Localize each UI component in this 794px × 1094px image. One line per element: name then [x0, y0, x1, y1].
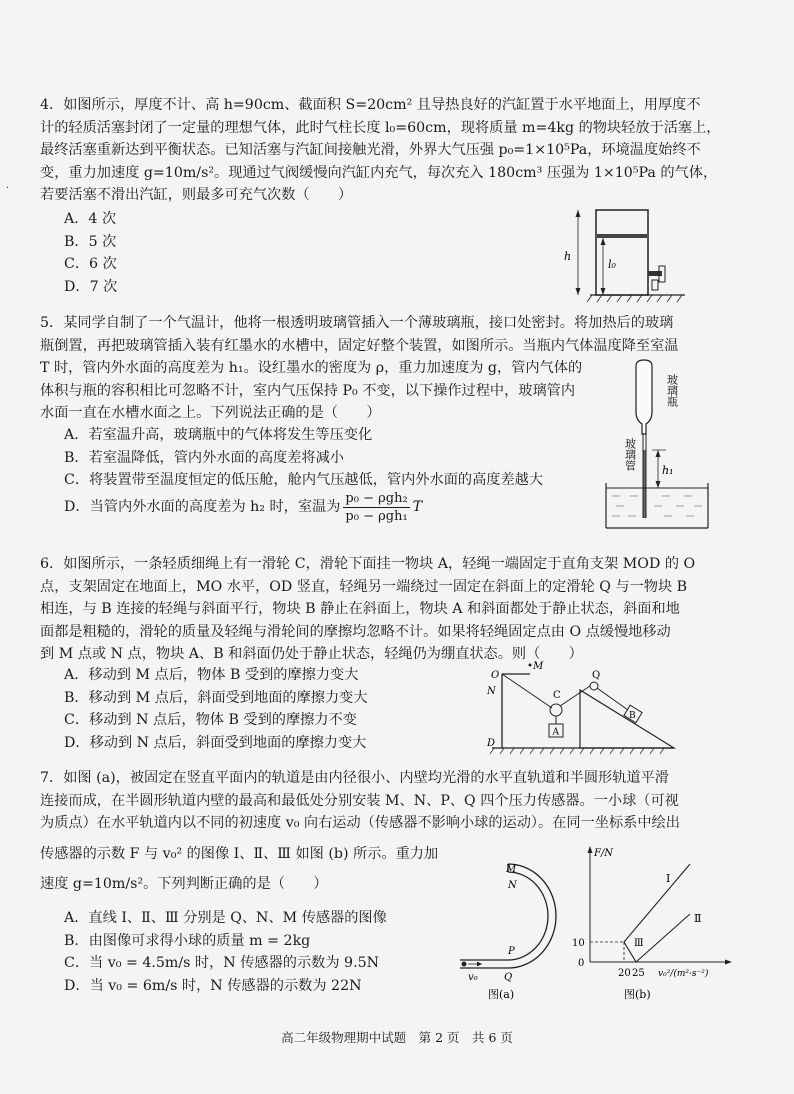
q7-line: 传感器的示数 F 与 v₀² 的图像 Ⅰ、Ⅱ、Ⅲ 如图 (b) 所示。重力加: [40, 845, 439, 862]
q5-formula-numerator: p₀ − ρgh₂: [345, 491, 408, 506]
q4-line: 4．如图所示，厚度不计、高 h=90cm、截面积 S=20cm² 且导热良好的汽缸置于水平地面上，用厚度不: [40, 97, 701, 113]
question-5-options: [64, 424, 543, 492]
q6-option-a[interactable]: A．移动到 M 点后，物体 B 受到的摩擦力变大: [64, 667, 359, 683]
q6-line: 相连，与 B 连接的轻绳与斜面平行，物块 B 静止在斜面上，物块 A 和斜面都处于静止状态，斜面和地: [40, 601, 680, 618]
q6-label-a: A: [552, 727, 559, 738]
q6-label-n: N: [487, 686, 496, 697]
margin-dot: ·: [6, 183, 10, 194]
q4-line: 计的轻质活塞封闭了一定量的理想气体，此时气柱长度 l₀=60cm，现将质量 m=4kg 的物块轻放于活塞上，: [40, 119, 721, 136]
q4-option-d[interactable]: D．7 次: [64, 278, 118, 295]
q4-label-l0: l₀: [608, 258, 616, 271]
question-6-options: [64, 664, 368, 754]
q5-option-b[interactable]: B．若室温降低，管内外水面的高度差将减小: [64, 449, 344, 466]
q4-option-c[interactable]: C．6 次: [64, 256, 117, 273]
q7-b-line-i: [624, 864, 690, 942]
page-footer: 高二年级物理期中试题 第 2 页 共 6 页: [281, 1030, 513, 1045]
q7-option-d[interactable]: D．当 v₀ = 6m/s 时，N 传感器的示数为 22N: [64, 977, 362, 994]
q7-b-tick-y10: 10: [572, 938, 585, 949]
q6-line: 面都是粗糙的，滑轮的质量及轻绳与滑轮间的摩擦均忽略不计。如果将轻绳固定点由 O 点缓慢地移动: [40, 623, 671, 640]
q6-line: 6．如图所示，一条轻质细绳上有一滑轮 C，滑轮下面挂一物块 A，轻绳一端固定于直角支架 MOD 的 O: [40, 556, 696, 572]
q7-b-label-i: Ⅰ: [666, 872, 671, 885]
q6-option-b[interactable]: B．移动到 M 点后，斜面受到地面的摩擦力变大: [64, 689, 368, 706]
q7-b-label-ii: Ⅱ: [694, 912, 702, 925]
question-7-options: [64, 907, 387, 997]
question-4-options: [64, 208, 117, 298]
q4-line: 最终活塞重新达到平衡状态。已知活塞与汽缸间接触光滑，外界大气压强 p₀=1×10⁵Pa，环境温度始终不: [40, 142, 701, 159]
q5-line: 水面一直在水槽水面之上。下列说法正确的是（ ）: [40, 405, 381, 422]
q7-b-ylabel: F/N: [594, 848, 614, 859]
q6-pulley-figure: [478, 660, 678, 758]
q5-option-c[interactable]: C．将装置带至温度恒定的低压舱，舱内气压越低，管内外水面的高度差越大: [64, 472, 544, 489]
q5-formula: [343, 490, 409, 525]
q4-cylinder-figure: [560, 200, 690, 304]
q7-line: 为质点）在水平轨道内以不同的初速度 v₀ 向右运动（传感器不影响小球的运动）。在同一坐标系中绘出: [40, 815, 680, 832]
q7-b-tick-x20: 20: [618, 968, 631, 979]
q6-option-c[interactable]: C．移动到 N 点后，物体 B 受到的摩擦力不变: [64, 712, 357, 729]
q6-label-c: C: [553, 690, 561, 701]
q5-line: 5．某同学自制了一个气温计，他将一根透明玻璃管插入一个薄玻璃瓶，接口处密封。将加热后的玻璃: [40, 315, 674, 331]
q5-line: T 时，管内外水面的高度差为 h₁。设红墨水的密度为 ρ，重力加速度为 g，管内气体的: [40, 360, 583, 377]
q7-figure-b-graph: [570, 842, 735, 1018]
q5-formula-tail: T: [412, 499, 423, 516]
q7-b-tick-x25: 25: [632, 968, 645, 979]
q7-option-b[interactable]: B．由图像可求得小球的质量 m = 2kg: [64, 932, 311, 949]
q4-line: 变，重力加速度 g=10m/s²。现通过气阀缓慢向汽缸内充气，每次充入 180cm³ 压强为 1×10⁵Pa 的气体，: [40, 164, 718, 181]
q5-option-d[interactable]: [64, 490, 422, 525]
q6-option-d[interactable]: D．移动到 N 点后，斜面受到地面的摩擦力变大: [64, 734, 367, 751]
q7-a-caption: 图(a): [488, 988, 515, 1001]
q7-b-label-iii: Ⅲ: [634, 938, 644, 949]
q6-label-m: M: [533, 661, 544, 672]
q7-line: 速度 g=10m/s²。下列判断正确的是（ ）: [40, 876, 328, 893]
q5-formula-denominator: p₀ − ρgh₁: [345, 509, 408, 524]
question-6-stem: [40, 553, 750, 666]
q5-thermometer-figure: [600, 358, 720, 533]
q6-label-d: D: [487, 738, 496, 749]
q7-a-label-q: Q: [504, 972, 513, 983]
q5-option-a[interactable]: A．若室温升高，玻璃瓶中的气体将发生等压变化: [64, 427, 373, 443]
q7-b-line-ii: [636, 914, 690, 962]
q6-line: 到 M 点或 N 点，物块 A、B 和斜面仍处于静止状态，轻绳仍为绷直状态。则（ ）: [40, 646, 583, 663]
q7-option-c[interactable]: C．当 v₀ = 4.5m/s 时，N 传感器的示数为 9.5N: [64, 955, 380, 972]
q6-line: 点，支架固定在地面上，MO 水平，OD 竖直，轻绳另一端绕过一固定在斜面上的定滑轮 Q 与一物块 B: [40, 578, 688, 595]
q7-a-label-n: N: [508, 880, 517, 891]
q4-line: 若要活塞不滑出汽缸，则最多可充气次数（ ）: [40, 187, 353, 204]
q5-label-tube: 玻璃管: [623, 438, 637, 471]
q7-b-caption: 图(b): [624, 988, 651, 1001]
q7-b-tick-y0: 0: [578, 958, 585, 969]
q7-a-label-v0: v₀: [468, 972, 478, 983]
q6-label-o: O: [491, 670, 500, 681]
q7-a-label-p: P: [508, 946, 515, 957]
q6-label-q: Q: [592, 670, 601, 681]
q5-line: 体积与瓶的容积相比可忽略不计，室内气压保持 P₀ 不变，以下操作过程中，玻璃管内: [40, 382, 576, 399]
q7-a-label-m: M: [506, 864, 517, 875]
q7-line: 7．如图 (a)，被固定在竖直平面内的轨道是由内径很小、内壁均光滑的水平直轨道和半圆形轨道平滑: [40, 770, 669, 786]
q7-b-xlabel: v₀²/(m²·s⁻²): [658, 969, 709, 979]
q7-figure-a: [452, 858, 562, 1018]
q5-line: 瓶倒置，再把玻璃管插入装有红墨水的水槽中，固定好整个装置，如图所示。当瓶内气体温度降至室温: [40, 337, 679, 354]
q7-line: 连接而成，在半圆形轨道内壁的最高和最低处分别安装 M、N、P、Q 四个压力传感器。一小球（可视: [40, 792, 679, 809]
q7-option-a[interactable]: A．直线 Ⅰ、Ⅱ、Ⅲ 分别是 Q、N、M 传感器的图像: [64, 910, 387, 926]
q5-label-h1: h₁: [662, 464, 674, 477]
q5-option-d-text: D．当管内外水面的高度差为 h₂ 时，室温为: [64, 499, 341, 516]
q4-option-b[interactable]: B．5 次: [64, 233, 117, 250]
q4-label-h: h: [564, 250, 572, 263]
question-4-stem: [40, 94, 750, 207]
q6-label-b: B: [629, 711, 636, 721]
q4-option-a[interactable]: A．4 次: [64, 211, 117, 227]
q5-label-bottle: 玻璃瓶: [665, 374, 679, 407]
